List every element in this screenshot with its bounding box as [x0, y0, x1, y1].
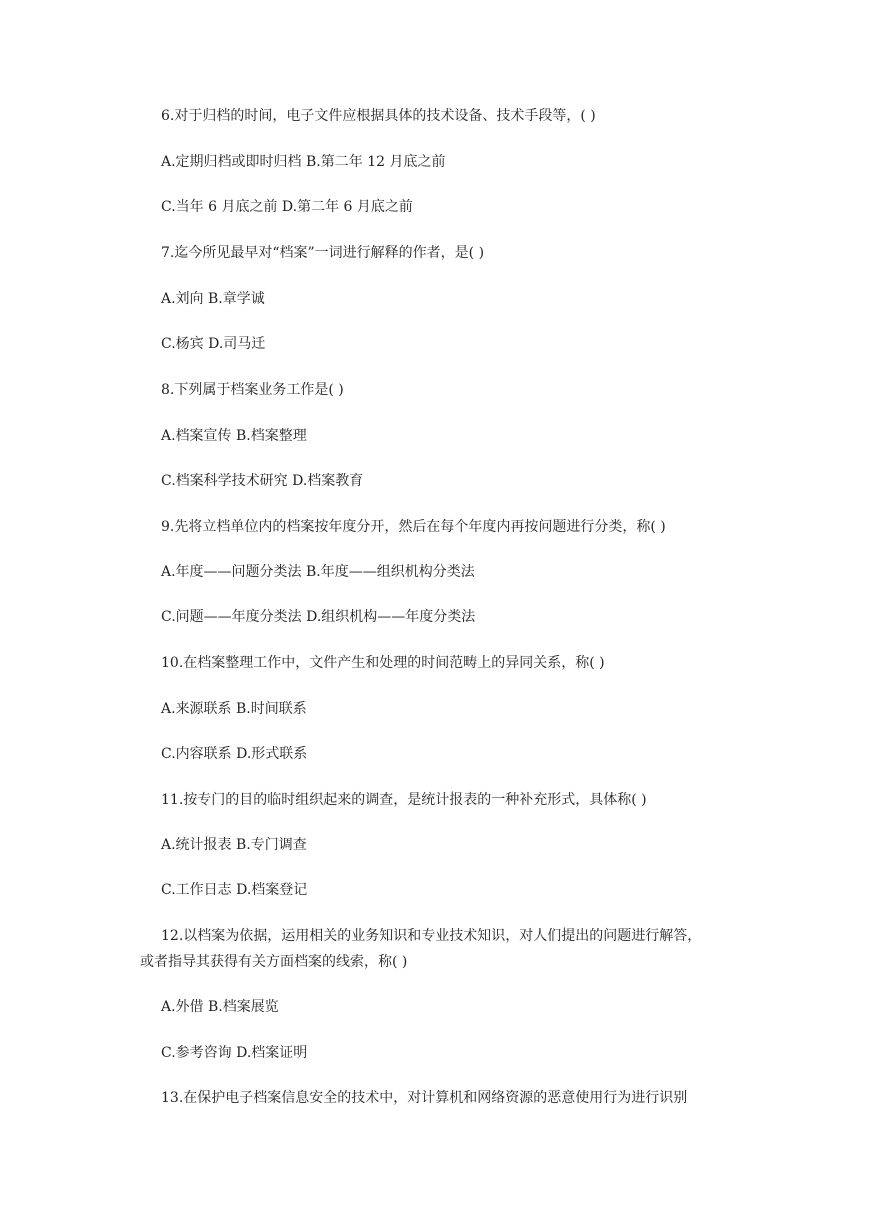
question-6-options-ab: A.定期归档或即时归档 B.第二年 12 月底之前: [161, 154, 446, 170]
question-9-stem: 9.先将立档单位内的档案按年度分开，然后在每个年度内再按问题进行分类，称( ): [161, 519, 666, 535]
question-8-options-ab: A.档案宣传 B.档案整理: [161, 428, 307, 444]
question-10-options-ab: A.来源联系 B.时间联系: [161, 701, 307, 717]
question-11-options-cd: C.工作日志 D.档案登记: [161, 882, 308, 898]
question-12-stem-line1: 12.以档案为依据，运用相关的业务知识和专业技术知识，对人们提出的问题进行解答，: [161, 928, 702, 944]
question-6-options-cd: C.当年 6 月底之前 D.第二年 6 月底之前: [161, 199, 413, 215]
question-11-stem: 11.按专门的目的临时组织起来的调查，是统计报表的一种补充形式，具体称( ): [161, 792, 647, 808]
question-8-stem: 8.下列属于档案业务工作是( ): [161, 382, 344, 398]
question-9-options-ab: A.年度——问题分类法 B.年度——组织机构分类法: [161, 564, 475, 580]
question-12-options-ab: A.外借 B.档案展览: [161, 999, 279, 1015]
question-12-options-cd: C.参考咨询 D.档案证明: [161, 1045, 308, 1061]
question-12-stem-line2: 或者指导其获得有关方面档案的线索，称( ): [140, 954, 408, 970]
question-9-options-cd: C.问题——年度分类法 D.组织机构——年度分类法: [161, 609, 476, 625]
question-10-stem: 10.在档案整理工作中，文件产生和处理的时间范畴上的异同关系，称( ): [161, 655, 605, 671]
question-6-stem: 6.对于归档的时间，电子文件应根据具体的技术设备、技术手段等，( ): [161, 108, 596, 124]
question-8-options-cd: C.档案科学技术研究 D.档案教育: [161, 473, 364, 489]
question-7-options-cd: C.杨宾 D.司马迁: [161, 336, 266, 352]
question-10-options-cd: C.内容联系 D.形式联系: [161, 746, 308, 762]
question-7-options-ab: A.刘向 B.章学诚: [161, 291, 265, 307]
question-11-options-ab: A.统计报表 B.专门调查: [161, 837, 307, 853]
question-7-stem: 7.迄今所见最早对“档案”一词进行解释的作者，是( ): [161, 245, 485, 261]
question-13-stem: 13.在保护电子档案信息安全的技术中，对计算机和网络资源的恶意使用行为进行识别: [161, 1090, 688, 1106]
